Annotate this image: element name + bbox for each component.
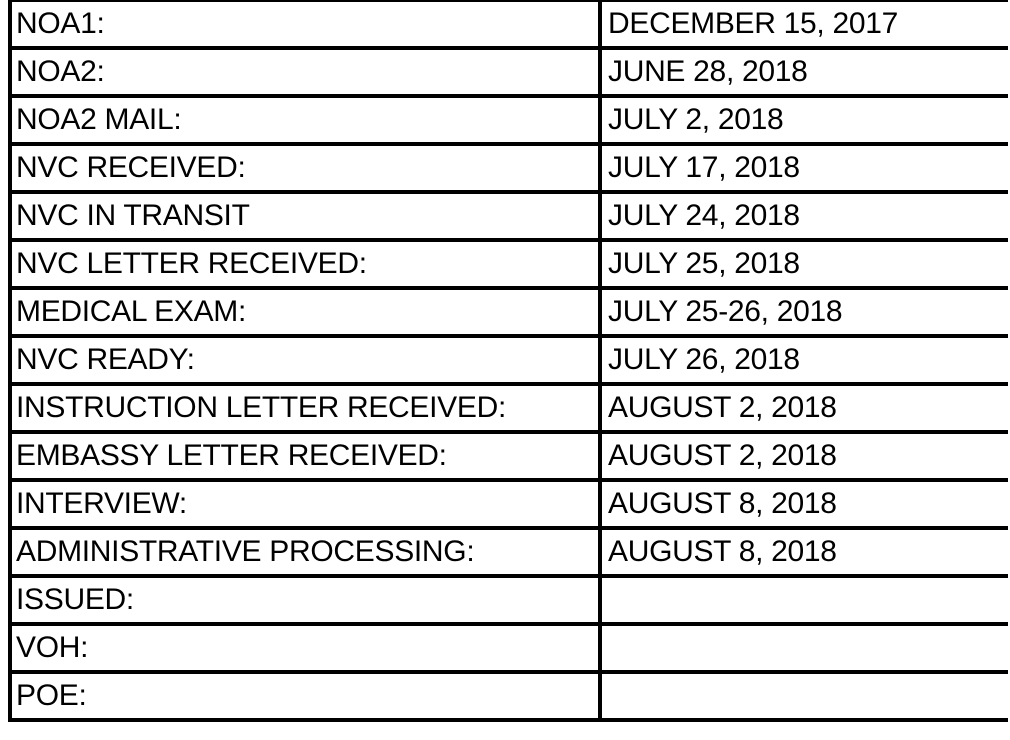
milestone-date[interactable]: AUGUST 2, 2018 bbox=[600, 432, 1008, 480]
milestone-label[interactable]: NOA2 MAIL: bbox=[10, 96, 600, 144]
table-row bbox=[10, 0, 1008, 48]
milestone-date[interactable]: JULY 26, 2018 bbox=[600, 336, 1008, 384]
milestone-label[interactable]: NVC RECEIVED: bbox=[10, 144, 600, 192]
table-row bbox=[10, 288, 1008, 336]
milestone-label[interactable]: ADMINISTRATIVE PROCESSING: bbox=[10, 528, 600, 576]
table-row bbox=[10, 192, 1008, 240]
milestone-label[interactable]: ISSUED: bbox=[10, 576, 600, 624]
timeline-body bbox=[10, 0, 1008, 720]
table-row bbox=[10, 144, 1008, 192]
milestone-label[interactable]: NVC READY: bbox=[10, 336, 600, 384]
table-row bbox=[10, 480, 1008, 528]
milestone-label[interactable]: INSTRUCTION LETTER RECEIVED: bbox=[10, 384, 600, 432]
table-row bbox=[10, 336, 1008, 384]
milestone-date[interactable]: JUNE 28, 2018 bbox=[600, 48, 1008, 96]
table-row bbox=[10, 528, 1008, 576]
visa-timeline-table bbox=[8, 0, 1008, 722]
milestone-label[interactable]: VOH: bbox=[10, 624, 600, 672]
milestone-date[interactable]: AUGUST 2, 2018 bbox=[600, 384, 1008, 432]
table-row bbox=[10, 432, 1008, 480]
milestone-label[interactable]: NOA2: bbox=[10, 48, 600, 96]
milestone-label[interactable]: NVC LETTER RECEIVED: bbox=[10, 240, 600, 288]
milestone-label[interactable]: MEDICAL EXAM: bbox=[10, 288, 600, 336]
milestone-date[interactable]: JULY 24, 2018 bbox=[600, 192, 1008, 240]
milestone-label[interactable]: NVC IN TRANSIT bbox=[10, 192, 600, 240]
milestone-date[interactable]: JULY 25-26, 2018 bbox=[600, 288, 1008, 336]
milestone-label[interactable]: NOA1: bbox=[10, 0, 600, 48]
milestone-date[interactable]: AUGUST 8, 2018 bbox=[600, 480, 1008, 528]
table-row bbox=[10, 240, 1008, 288]
milestone-label[interactable]: EMBASSY LETTER RECEIVED: bbox=[10, 432, 600, 480]
table-row bbox=[10, 384, 1008, 432]
milestone-date-empty[interactable] bbox=[600, 576, 1008, 624]
table-row bbox=[10, 624, 1008, 672]
milestone-date[interactable]: JULY 2, 2018 bbox=[600, 96, 1008, 144]
table-row bbox=[10, 576, 1008, 624]
table-row bbox=[10, 672, 1008, 720]
milestone-date[interactable]: DECEMBER 15, 2017 bbox=[600, 0, 1008, 48]
visa-timeline-sheet bbox=[8, 0, 1008, 740]
milestone-date-empty[interactable] bbox=[600, 624, 1008, 672]
milestone-date[interactable]: JULY 17, 2018 bbox=[600, 144, 1008, 192]
table-row bbox=[10, 48, 1008, 96]
milestone-date[interactable]: JULY 25, 2018 bbox=[600, 240, 1008, 288]
milestone-date[interactable]: AUGUST 8, 2018 bbox=[600, 528, 1008, 576]
table-row bbox=[10, 96, 1008, 144]
milestone-date-empty[interactable] bbox=[600, 672, 1008, 720]
milestone-label[interactable]: INTERVIEW: bbox=[10, 480, 600, 528]
milestone-label[interactable]: POE: bbox=[10, 672, 600, 720]
